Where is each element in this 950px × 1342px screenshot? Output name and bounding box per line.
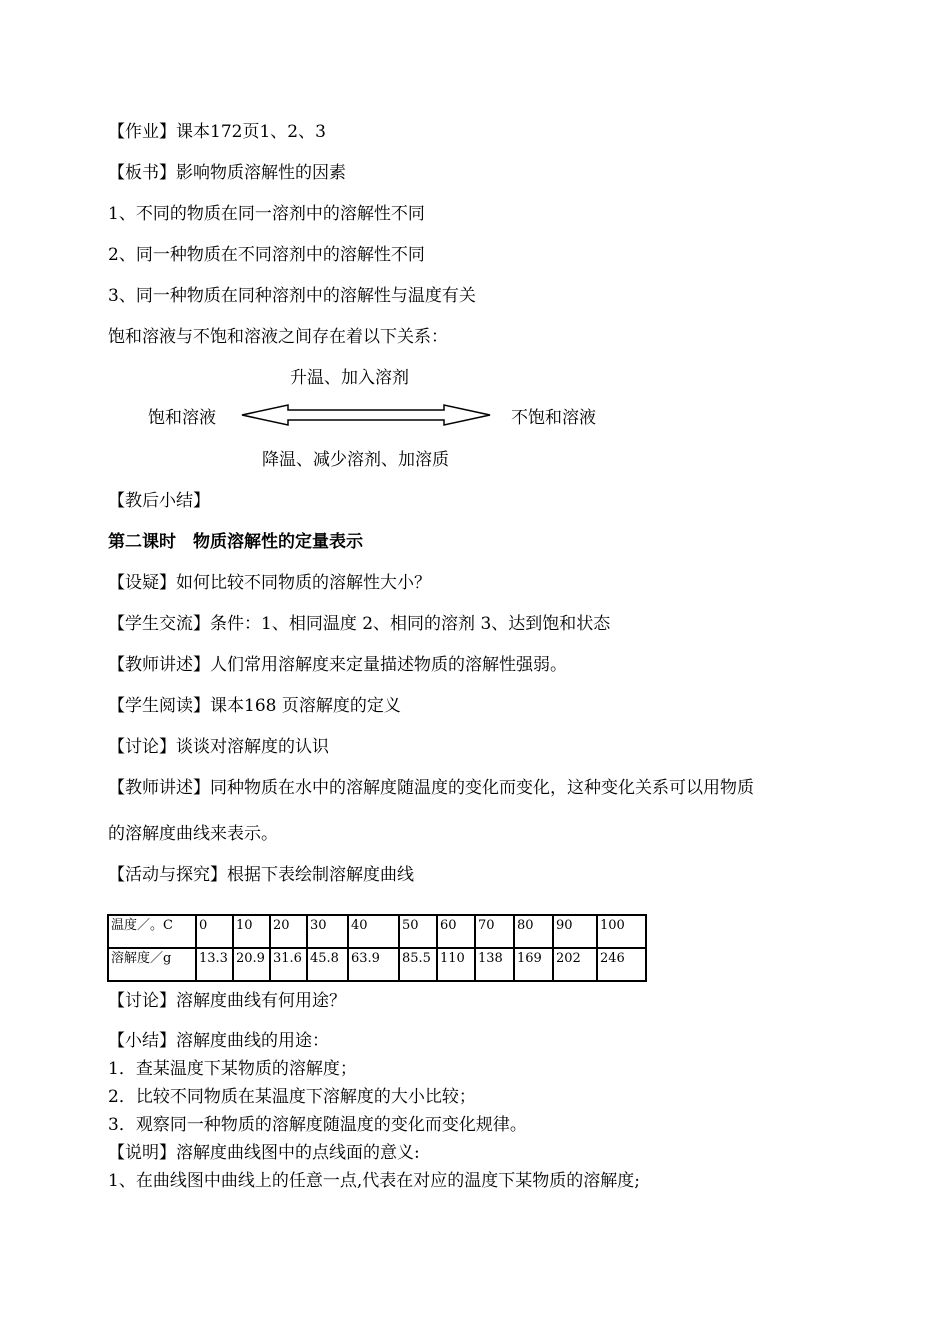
use-item-2: 2．比较不同物质在某温度下溶解度的大小比较； — [108, 1087, 476, 1107]
explanation-heading: 【说明】溶解度曲线图中的点线面的意义: — [108, 1143, 420, 1163]
board-point-1: 1、不同的物质在同一溶剂中的溶解性不同 — [108, 204, 425, 224]
table-cell: 13.3 — [196, 948, 233, 981]
table-cell: 202 — [553, 948, 597, 981]
lesson2-title: 第二课时 物质溶解性的定量表示 — [108, 532, 363, 552]
table-cell: 246 — [597, 948, 646, 981]
board-point-3: 3、同一种物质在同种溶剂中的溶解性与温度有关 — [108, 286, 476, 306]
table-cell: 85.5 — [399, 948, 437, 981]
after-class-summary: 【教后小结】 — [108, 491, 210, 511]
student-exchange-line: 【学生交流】条件：1、相同温度 2、相同的溶剂 3、达到饱和状态 — [108, 614, 611, 634]
table-header-cell: 溶解度／g — [108, 948, 196, 981]
table-cell: 138 — [475, 948, 514, 981]
summary-heading: 【小结】溶解度曲线的用途： — [108, 1031, 329, 1051]
table-cell: 40 — [348, 915, 399, 948]
table-cell: 31.6 — [270, 948, 307, 981]
table-cell: 63.9 — [348, 948, 399, 981]
table-cell: 169 — [514, 948, 553, 981]
table-cell: 30 — [307, 915, 348, 948]
diagram-right-label: 不饱和溶液 — [511, 408, 596, 428]
board-heading: 【板书】影响物质溶解性的因素 — [108, 163, 346, 183]
meaning-item-1: 1、在曲线图中曲线上的任意一点,代表在对应的温度下某物质的溶解度; — [108, 1171, 640, 1191]
diagram-left-label: 饱和溶液 — [148, 408, 216, 428]
table-cell: 100 — [597, 915, 646, 948]
discussion-2: 【讨论】溶解度曲线有何用途？ — [108, 991, 346, 1011]
table-cell: 90 — [553, 915, 597, 948]
diagram-top-label: 升温、加入溶剂 — [290, 368, 409, 388]
table-cell: 10 — [233, 915, 270, 948]
diagram-bottom-label: 降温、减少溶剂、加溶质 — [262, 450, 449, 470]
activity-line: 【活动与探究】根据下表绘制溶解度曲线 — [108, 865, 414, 885]
table-row — [108, 915, 646, 948]
table-header-cell: 温度／。C — [108, 915, 196, 948]
table-cell: 110 — [437, 948, 475, 981]
relation-intro: 饱和溶液与不饱和溶液之间存在着以下关系： — [108, 327, 448, 347]
teacher-talk-1: 【教师讲述】人们常用溶解度来定量描述物质的溶解性强弱。 — [108, 655, 567, 675]
student-reading-line: 【学生阅读】课本168 页溶解度的定义 — [108, 696, 401, 716]
table-cell: 80 — [514, 915, 553, 948]
question-line: 【设疑】如何比较不同物质的溶解性大小？ — [108, 573, 431, 593]
use-item-1: 1．查某温度下某物质的溶解度； — [108, 1059, 357, 1079]
table-cell: 20 — [270, 915, 307, 948]
teacher-talk-2a: 【教师讲述】同种物质在水中的溶解度随温度的变化而变化，这种变化关系可以用物质 — [108, 778, 754, 798]
solubility-table — [107, 914, 647, 982]
use-item-3: 3．观察同一种物质的溶解度随温度的变化而变化规律。 — [108, 1115, 527, 1135]
table-row — [108, 948, 646, 981]
table-cell: 0 — [196, 915, 233, 948]
table-cell: 60 — [437, 915, 475, 948]
table-cell: 20.9 — [233, 948, 270, 981]
discussion-1: 【讨论】谈谈对溶解度的认识 — [108, 737, 329, 757]
table-cell: 45.8 — [307, 948, 348, 981]
homework-line: 【作业】课本172页1、2、3 — [108, 122, 326, 142]
table-cell: 50 — [399, 915, 437, 948]
teacher-talk-2b: 的溶解度曲线来表示。 — [108, 824, 278, 844]
table-cell: 70 — [475, 915, 514, 948]
double-arrow-icon — [240, 403, 494, 427]
board-point-2: 2、同一种物质在不同溶剂中的溶解性不同 — [108, 245, 425, 265]
